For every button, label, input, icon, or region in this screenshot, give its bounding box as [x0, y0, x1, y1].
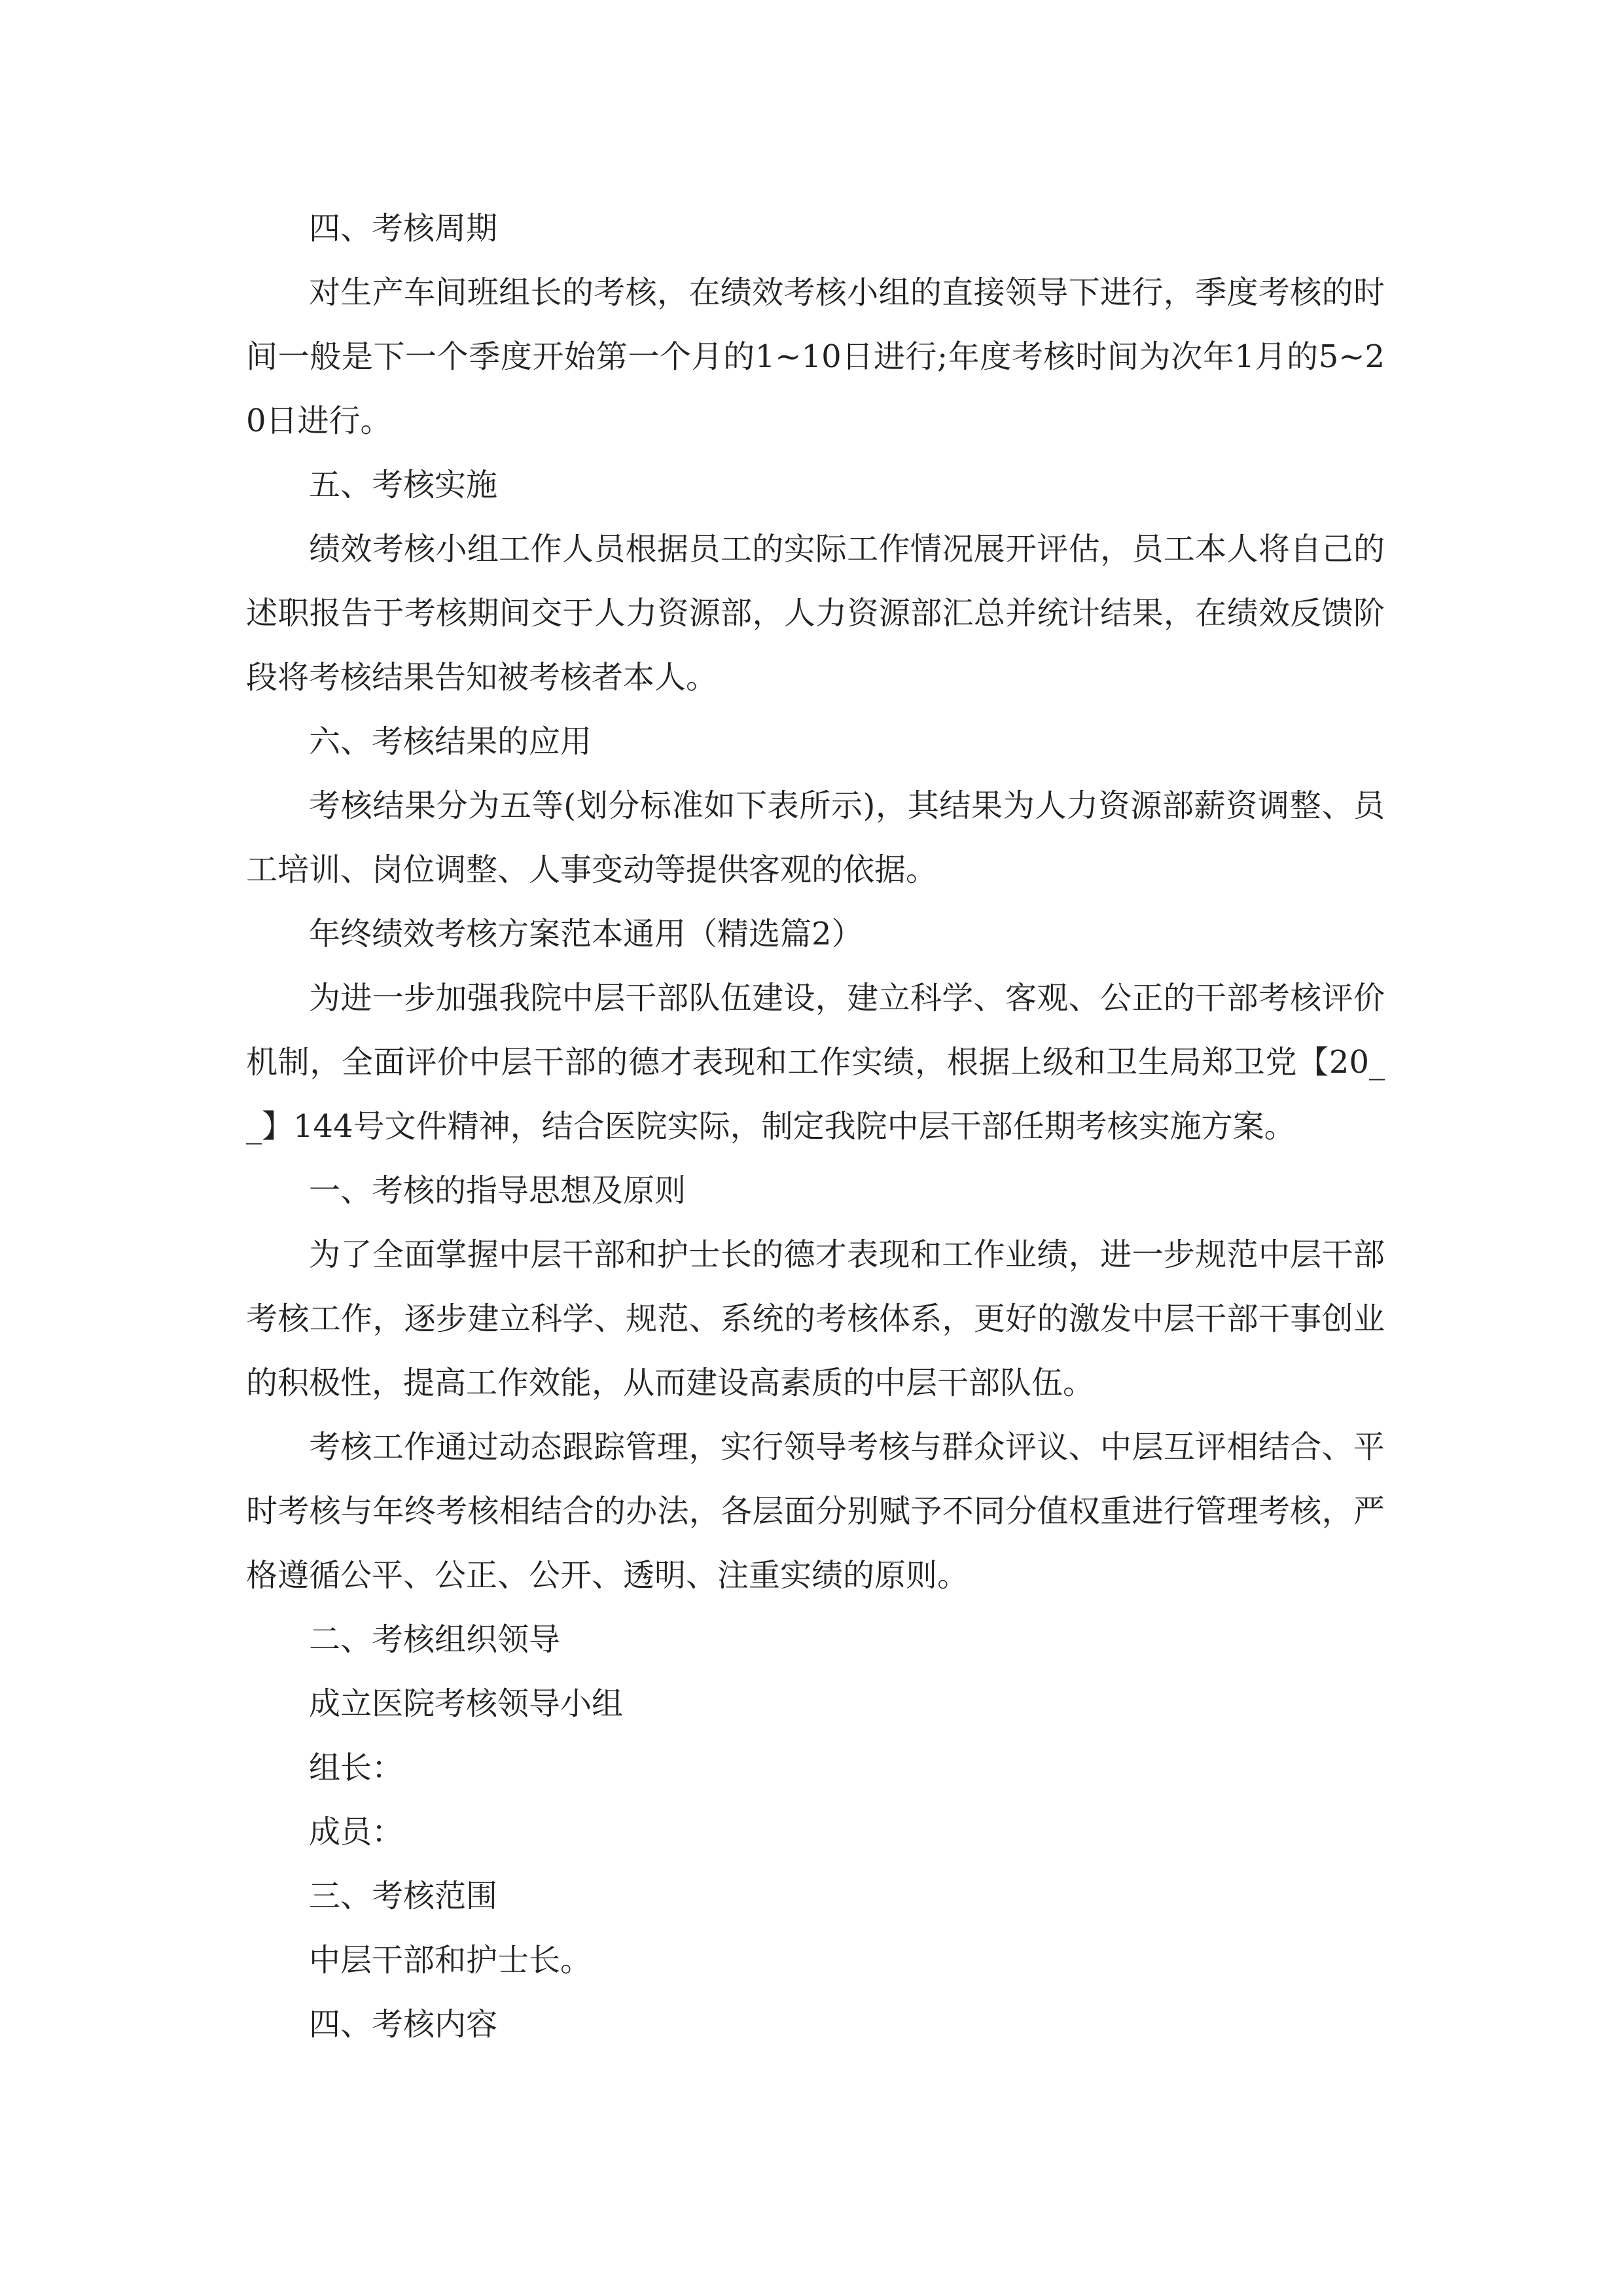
article-title: 年终绩效考核方案范本通用（精选篇2）	[309, 916, 863, 952]
paragraph: 绩效考核小组工作人员根据员工的实际工作情况展开评估，员工本人将自己的述职报告于考核期间交于人力资源部，人力资源部汇总并统计结果，在绩效反馈阶段将考核结果告知被考核者本人。	[246, 531, 1385, 696]
text-line: 中层干部和护士长。	[309, 1942, 592, 1979]
section-heading: 五、考核实施	[309, 467, 498, 503]
paragraph: 为进一步加强我院中层干部队伍建设，建立科学、客观、公正的干部考核评价机制，全面评价中层干部的德才表现和工作实绩，根据上级和卫生局郑卫党【20__】144号文件精神，结合医院实际，制定我院中层干部任期考核实施方案。	[246, 980, 1385, 1145]
section-heading: 四、考核内容	[309, 2006, 498, 2043]
text-line: 组长：	[309, 1749, 404, 1786]
section-heading: 二、考核组织领导	[309, 1621, 561, 1658]
section-heading: 六、考核结果的应用	[309, 723, 592, 760]
text-line: 成立医院考核领导小组	[309, 1685, 624, 1722]
paragraph: 考核结果分为五等(划分标准如下表所示)，其结果为人力资源部薪资调整、员工培训、岗位调整、人事变动等提供客观的依据。	[246, 787, 1385, 888]
section-heading: 四、考核周期	[309, 210, 498, 247]
text-line: 成员：	[309, 1814, 404, 1850]
paragraph: 对生产车间班组长的考核，在绩效考核小组的直接领导下进行，季度考核的时间一般是下一个季度开始第一个月的1~10日进行;年度考核时间为次年1月的5~20日进行。	[246, 274, 1385, 439]
document-body	[246, 196, 1385, 2056]
paragraph: 考核工作通过动态跟踪管理，实行领导考核与群众评议、中层互评相结合、平时考核与年终考核相结合的办法，各层面分别赋予不同分值权重进行管理考核，严格遵循公平、公正、公开、透明、注重实绩的原则。	[246, 1429, 1385, 1594]
section-heading: 一、考核的指导思想及原则	[309, 1172, 687, 1209]
paragraph: 为了全面掌握中层干部和护士长的德才表现和工作业绩，进一步规范中层干部考核工作，逐步建立科学、规范、系统的考核体系，更好的激发中层干部干事创业的积极性，提高工作效能，从而建设高素质的中层干部队伍。	[246, 1236, 1385, 1401]
section-heading: 三、考核范围	[309, 1878, 498, 1914]
